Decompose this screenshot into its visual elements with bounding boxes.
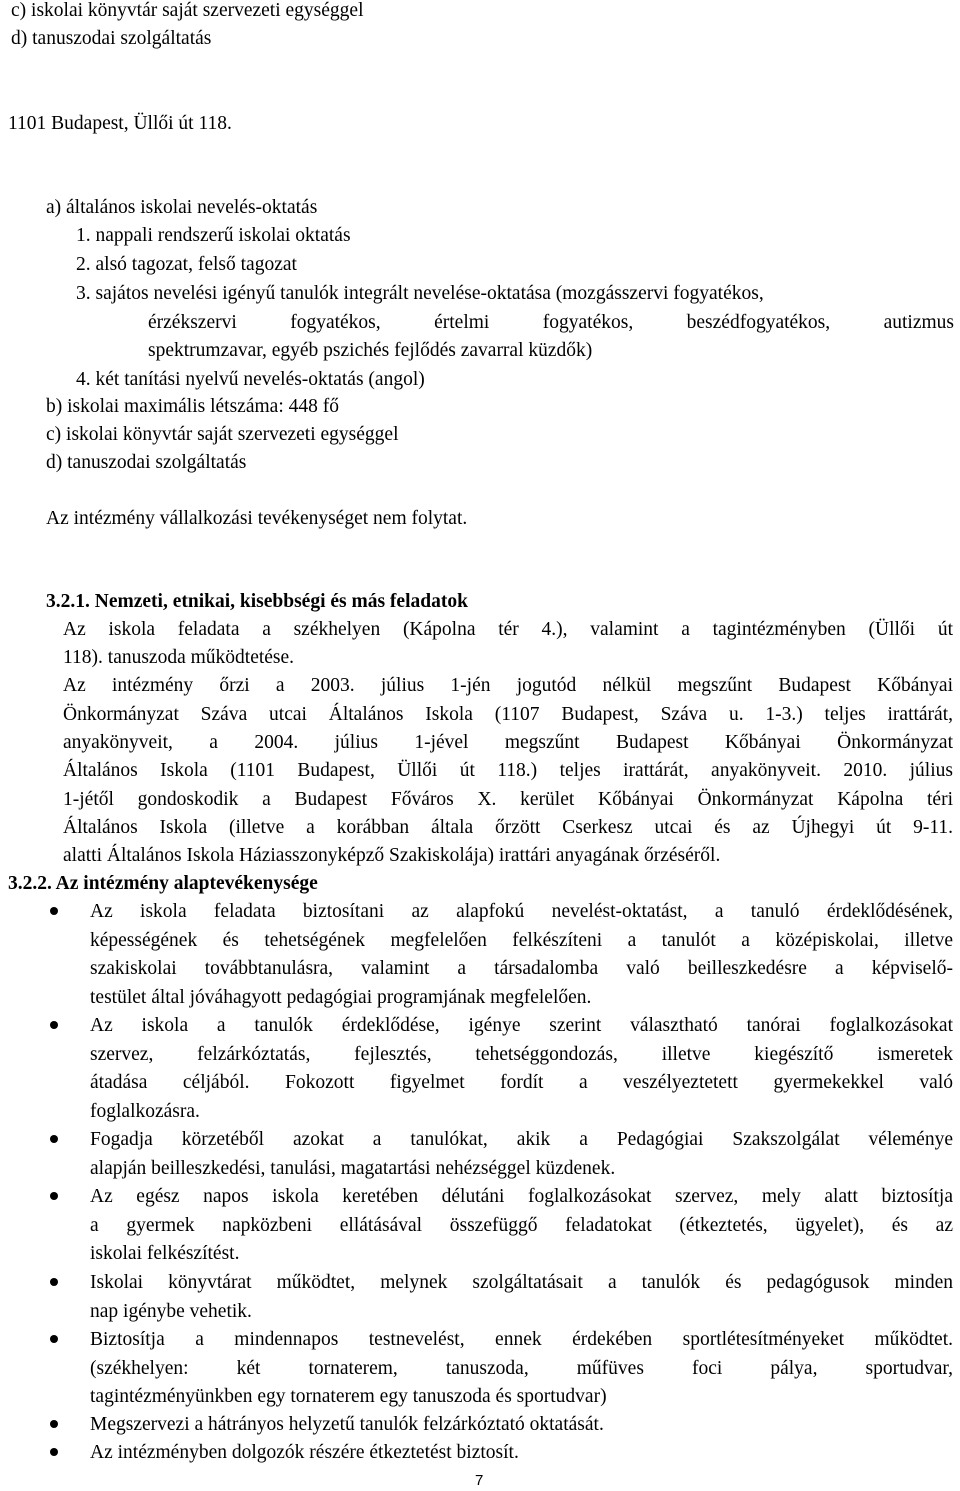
bullet-dot: [50, 1335, 58, 1343]
section-321-line: Az intézmény őrzi a 2003. július 1-jén jogutód nélkül megszűnt Budapest Kőbányai: [63, 675, 953, 696]
section-321-line: anyakönyveit, a 2004. július 1-jével megszűnt Budapest Kőbányai Önkormányzat: [63, 732, 953, 753]
bullet-item-line: alapján beilleszkedési, tanulási, magatartási nehézséggel küzdenek.: [90, 1157, 616, 1179]
bullet-item-line: tagintézményünkben egy tornaterem egy tanuszoda és sportudvar): [90, 1386, 607, 1408]
bullet-item-line: Az egész napos iskola keretében délutáni foglalkozásokat szervez, mely alatt biztosítja: [90, 1186, 953, 1207]
bullet-item-line: foglalkozásra.: [90, 1100, 200, 1122]
address-second: 1101 Budapest, Üllői út 118.: [8, 113, 232, 134]
bullet-item-line: a gyermek napközbeni ellátásával összefüggő feladatokat (étkeztetés, ügyelet), és az: [90, 1214, 953, 1236]
list-item-a3-line1: 3. sajátos nevelési igényű tanulók integrált nevelése-oktatása (mozgásszervi fogyatékos,: [76, 283, 764, 304]
section-321-line: Az iskola feladata a székhelyen (Kápolna tér 4.), valamint a tagintézményben (Üllői út: [63, 619, 953, 640]
bullet-dot: [50, 1021, 58, 1029]
bullet-item-line: képességének és tehetségének megfelelően felkészíteni a tanulót a középiskolai, illetve: [90, 929, 953, 951]
bullet-item-line: Megszervezi a hátrányos helyzetű tanulók felzárkóztató oktatását.: [90, 1414, 604, 1435]
bullet-dot: [50, 1448, 58, 1456]
bullet-item-line: szervez, felzárkóztatás, fejlesztés, tehetséggondozás, illetve kiegészítő ismeretek: [90, 1043, 953, 1065]
bullet-item-line: Iskolai könyvtárat működtet, melynek szolgáltatásait a tanulók és pedagógusok minden: [90, 1272, 953, 1293]
list-item-d-top: d) tanuszodai szolgáltatás: [11, 28, 212, 49]
bullet-dot: [50, 1135, 58, 1143]
bullet-item-line: nap igénybe vehetik.: [90, 1300, 252, 1322]
section-321-line: Önkormányzat Száva utcai Általános Iskola (1107 Budapest, Száva u. 1-3.) teljes irattárát,: [63, 704, 953, 725]
section-321-line: 118). tanuszoda működtetése.: [63, 647, 295, 668]
bullet-item-line: testület által jóváhagyott pedagógiai programjának megfelelően.: [90, 986, 592, 1008]
list-item-a: a) általános iskolai nevelés-oktatás: [46, 197, 318, 218]
list-item-c: c) iskolai könyvtár saját szervezeti egységgel: [46, 424, 399, 445]
list-item-c-top: c) iskolai könyvtár saját szervezeti egységgel: [11, 0, 364, 21]
section-322-heading: 3.2.2. Az intézmény alaptevékenysége: [8, 873, 318, 894]
section-321-line: Általános Iskola (1101 Budapest, Üllői út 118.) teljes irattárát, anyakönyveit. 2010. július: [63, 760, 953, 781]
section-321-line: Általános Iskola (illetve a korábban általa őrzött Cserkesz utcai és az Újhegyi út 9-11.: [63, 817, 953, 838]
bullet-item-line: átadása céljából. Fokozott figyelmet fordít a veszélyeztetett gyermekekkel való: [90, 1072, 953, 1094]
list-item-d: d) tanuszodai szolgáltatás: [46, 452, 247, 473]
bullet-item-line: Az iskola a tanulók érdeklődése, igénye szerint választható tanórai foglalkozásokat: [90, 1015, 953, 1036]
bullet-item-line: Biztosítja a mindennapos testnevelést, ennek érdekében sportlétesítményeket működtet.: [90, 1329, 953, 1350]
section-321-line: 1-jétől gondoskodik a Budapest Főváros X. kerület Kőbányai Önkormányzat Kápolna téri: [63, 789, 953, 810]
bullet-dot: [50, 1278, 58, 1286]
bullet-dot: [50, 1192, 58, 1200]
bullet-item-line: Fogadja körzetéből azokat a tanulókat, akik a Pedagógiai Szakszolgálat véleménye: [90, 1129, 953, 1150]
section-321-line: alatti Általános Iskola Háziasszonyképző Szakiskolája) irattári anyagának őrzéséről.: [63, 845, 721, 866]
bullet-dot: [50, 907, 58, 915]
list-item-a3-line2: érzékszervi fogyatékos, értelmi fogyatékos, beszédfogyatékos, autizmus: [148, 312, 954, 333]
bullet-item-line: iskolai felkészítést.: [90, 1243, 240, 1265]
bullet-item-line: Az iskola feladata biztosítani az alapfokú nevelést-oktatást, a tanuló érdeklődésének,: [90, 901, 953, 922]
list-item-a1: 1. nappali rendszerű iskolai oktatás: [76, 225, 351, 246]
bullet-item-line: Az intézményben dolgozók részére étkeztetést biztosít.: [90, 1442, 519, 1463]
bullet-item-line: szakiskolai továbbtanulásra, valamint a társadalomba való beilleszkedésre a képviselő-: [90, 958, 953, 980]
list-item-b: b) iskolai maximális létszáma: 448 fő: [46, 396, 339, 417]
section-321-heading: 3.2.1. Nemzeti, etnikai, kisebbségi és más feladatok: [46, 591, 468, 612]
list-item-a4: 4. két tanítási nyelvű nevelés-oktatás (angol): [76, 369, 425, 390]
list-item-a2: 2. alsó tagozat, felső tagozat: [76, 254, 297, 275]
bullet-dot: [50, 1420, 58, 1428]
list-item-a3-line3: spektrumzavar, egyéb pszichés fejlődés zavarral küzdők): [148, 340, 593, 361]
no-business-statement: Az intézmény vállalkozási tevékenységet nem folytat.: [46, 508, 468, 529]
page-number: 7: [475, 1472, 484, 1489]
bullet-item-line: (székhelyen: két tornaterem, tanuszoda, műfüves foci pálya, sportudvar,: [90, 1357, 953, 1379]
